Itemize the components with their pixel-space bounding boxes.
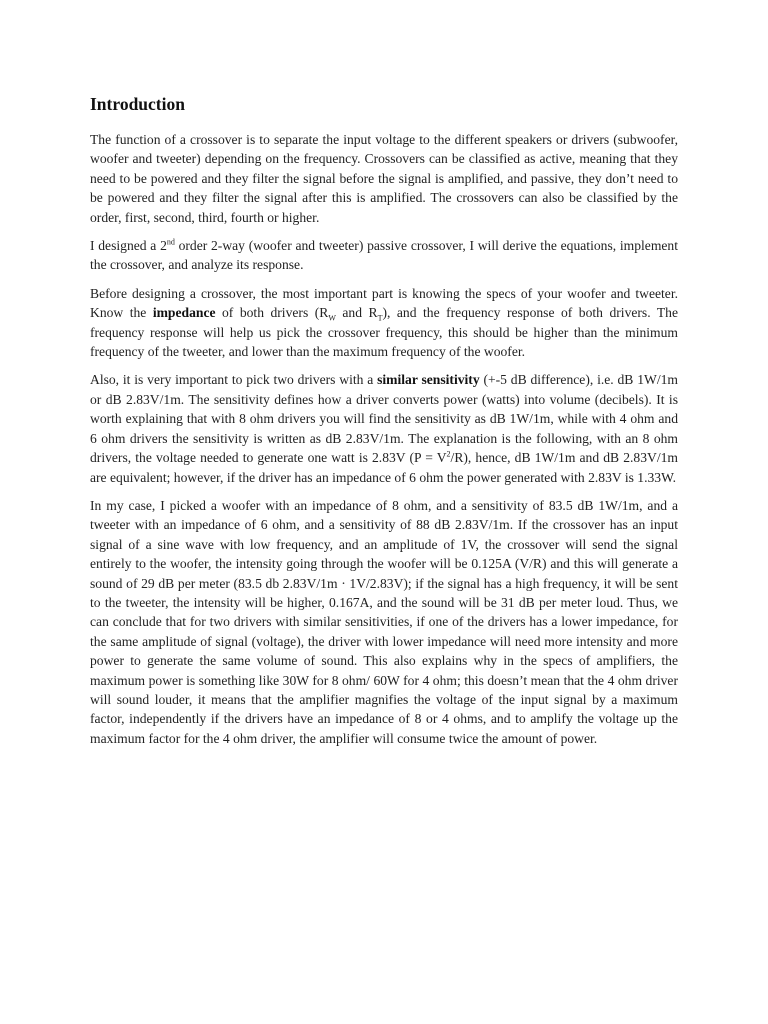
- ordinal-superscript: nd: [166, 237, 175, 247]
- paragraph-impedance: [90, 284, 678, 362]
- paragraph-sensitivity-part-a: Also, it is very important to pick two drivers with a: [90, 372, 378, 388]
- paragraph-sensitivity-part-b: (+-5 dB difference), i.e. dB 1W/1m or dB 2.83V/1m. The sensitivity defines how a driver converts power (watts) into volume (decibels). It is worth explaining that with 8 ohm drivers you will find the sensitivity as dB 1W/1m, while with 4 ohm and 6 ohm drivers the sensitivity is written as dB 2.83V/1m. The explanation is the following, with an 8 ohm drivers, the voltage needed to generate one watt is 2.83V (P = V: [90, 372, 678, 466]
- paragraph-crossover-function: The function of a crossover is to separate the input voltage to the different speakers or drivers (subwoofer, woofer and tweeter) depending on the frequency. Crossovers can be classified as active, meaning that they need to be powered and they filter the signal before the signal is amplified, and passive, they don’t need to be powered and they filter the signal after this is amplified. The crossovers can also be classified by the order, first, second, third, fourth or higher.: [90, 132, 678, 225]
- paragraph-design-summary-part-b: order 2-way (woofer and tweeter) passive crossover, I will derive the equations, implement the crossover, and analyze its response.: [90, 238, 679, 273]
- woofer-subscript: W: [328, 313, 336, 323]
- paragraph-sensitivity-part-c: /R), hence, dB 1W/1m and dB 2.83V/1m are equivalent; however, if the driver has an impedance of 6 ohm the power generated with 2.83V is 1.33W.: [90, 450, 678, 485]
- document-page: [90, 92, 678, 757]
- tweeter-subscript: T: [377, 313, 383, 323]
- paragraph-impedance-part-c: and R: [335, 305, 378, 321]
- paragraph-impedance-part-d: ), and the frequency response of both drivers. The frequency response will help us pick the crossover frequency, this should be higher than the minimum frequency of the tweeter, and lower than the maximum frequency of the woofer.: [90, 305, 678, 360]
- paragraph-design-summary: [90, 236, 678, 275]
- squared-superscript: 2: [446, 449, 451, 459]
- sensitivity-bold-term: similar sensitivity: [377, 372, 480, 388]
- paragraph-design-summary-part-a: I designed a 2: [90, 238, 167, 254]
- paragraph-impedance-part-b: of both drivers (R: [215, 305, 329, 321]
- paragraph-sensitivity: [90, 370, 678, 486]
- paragraph-my-case: In my case, I picked a woofer with an impedance of 8 ohm, and a sensitivity of 83.5 dB 1W/1m, and a tweeter with an impedance of 6 ohm, and a sensitivity of 88 dB 2.83V/1m. If the crossover has an input signal of a sine wave with low frequency, and an amplitude of 1V, the crossover will send the signal entirely to the woofer, the intensity going through the woofer will be 0.125A (V/R) and this will generate a sound of 29 dB per meter (83.5 db 2.83V/1m · 1V/2.83V); if the signal has a high frequency, it will be sent to the tweeter, the intensity will be higher, 0.167A, and the sound will be 31 dB per meter loud. Thus, we can conclude that for two drivers with similar sensitivities, if one of the drivers has a lower impedance, for the same amplitude of signal (voltage), the driver with lower impedance will need more intensity and more power to generate the same volume of sound. This also explains why in the specs of amplifiers, the maximum power is something like 30W for 8 ohm/ 60W for 4 ohm; this doesn’t mean that the 4 ohm driver will sound louder, it means that the amplifier magnifies the voltage of the input signal by a maximum factor, independently if the drivers have an impedance of 8 or 4 ohms, and to amplify the voltage up the maximum factor for the 4 ohm driver, the amplifier will consume twice the amount of power.: [90, 497, 678, 746]
- impedance-bold-term: impedance: [152, 305, 216, 321]
- paragraph-impedance-part-a: Before designing a crossover, the most important part is knowing the specs of your woofer and tweeter. Know the: [90, 285, 678, 321]
- section-heading: Introduction: [90, 94, 185, 114]
